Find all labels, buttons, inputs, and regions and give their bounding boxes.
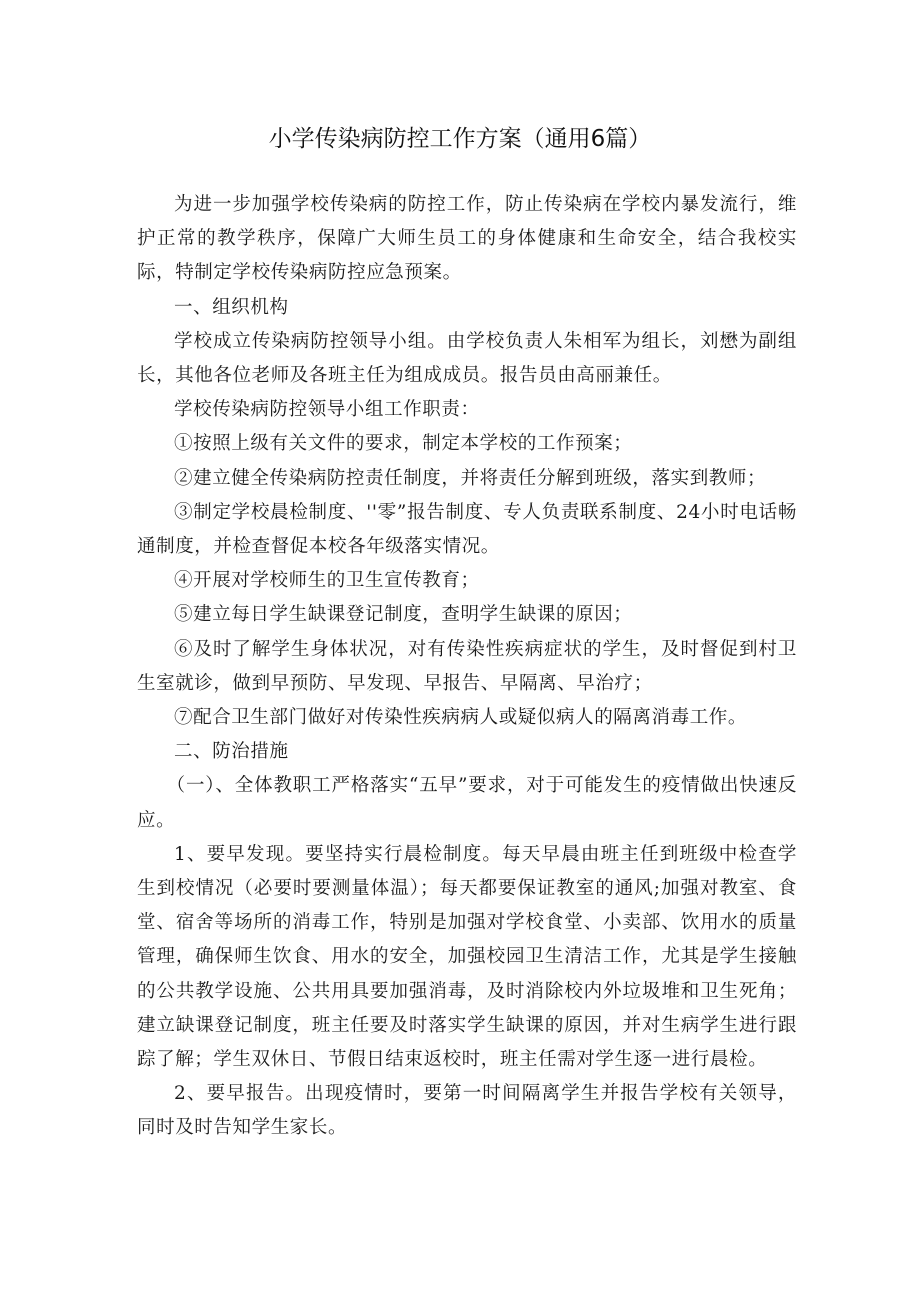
subsection-five-early: （一）、全体教职工严格落实“五早”要求，对于可能发生的疫情做出快速反应。 (137, 775, 797, 831)
section-heading-organization: 一、组织机构 (174, 296, 289, 318)
paragraph-leadership-group: 学校成立传染病防控领导小组。由学校负责人朱相军为组长，刘懋为副组长，其他各位老师及各班主任为组成成员。报告员由高丽兼任。 (137, 330, 797, 387)
document-body (137, 188, 797, 1146)
duty-item-2: ②建立健全传染病防控责任制度，并将责任分解到班级，落实到教师； (174, 467, 767, 489)
intro-paragraph: 为进一步加强学校传染病的防控工作，防止传染病在学校内暴发流行，维护正常的教学秩序，保障广大师生员工的身体健康和生命安全，结合我校实际，特制定学校传染病防控应急预案。 (137, 194, 797, 284)
duty-item-6: ⑥及时了解学生身体状况，对有传染性疾病症状的学生，及时督促到村卫生室就诊，做到早预防、早发现、早报告、早隔离、早治疗； (137, 638, 797, 694)
paragraph-early-report: 2、要早报告。出现疫情时，要第一时间隔离学生并报告学校有关领导，同时及时告知学生家长。 (137, 1083, 797, 1139)
section-heading-measures: 二、防治措施 (174, 741, 289, 763)
paragraph-early-discovery: 1、要早发现。要坚持实行晨检制度。每天早晨由班主任到班级中检查学生到校情况（必要时要测量体温）；每天都要保证教室的通风;加强对教室、食堂、宿舍等场所的消毒工作，特别是加强对学校食堂、小卖部、饮用水的质量管理，确保师生饮食、用水的安全，加强校园卫生清洁工作，尤其是学生接触的公共教学设施、公共用具要加强消毒，及时消除校内外垃圾堆和卫生死角；建立缺课登记制度，班主任要及时落实学生缺课的原因，并对生病学生进行跟踪了解；学生双休日、节假日结束返校时，班主任需对学生逐一进行晨检。 (137, 843, 797, 1071)
duty-item-4: ④开展对学校师生的卫生宣传教育； (174, 570, 480, 592)
duty-item-7: ⑦配合卫生部门做好对传染性疾病病人或疑似病人的隔离消毒工作。 (174, 707, 748, 729)
document-title: 小学传染病防控工作方案（通用6篇） (268, 126, 652, 152)
duty-item-3: ③制定学校晨检制度、''零”报告制度、专人负责联系制度、24小时电话畅通制度，并检查督促本校各年级落实情况。 (137, 501, 797, 558)
paragraph-duties-heading: 学校传染病防控领导小组工作职责： (174, 399, 480, 421)
duty-item-1: ①按照上级有关文件的要求，制定本学校的工作预案； (174, 433, 633, 455)
duty-item-5: ⑤建立每日学生缺课登记制度，查明学生缺课的原因； (174, 604, 633, 626)
